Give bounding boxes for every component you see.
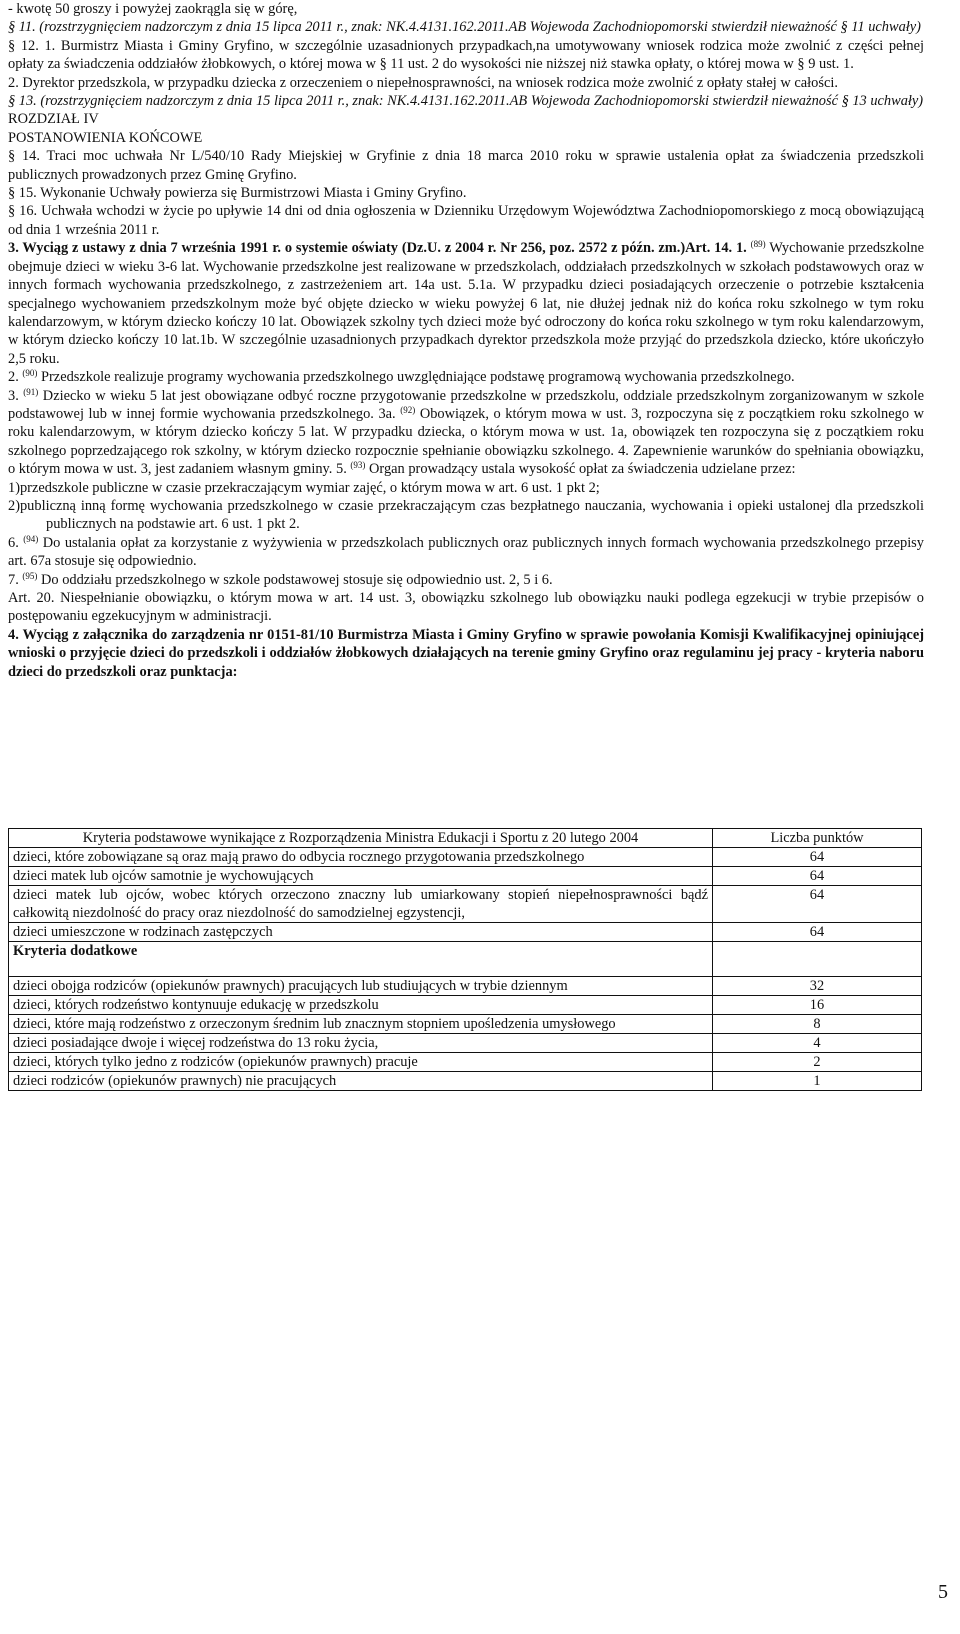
- criterion-points: 16: [713, 996, 922, 1015]
- item-number: 6.: [8, 534, 19, 551]
- item-text: Organ prowadzący ustala wysokość opłat za świadczenia udzielane przez:: [369, 461, 796, 478]
- extract-3-text: Wychowanie przedszkolne obejmuje dzieci w wieku 3-6 lat. Wychowanie przedszkolne jest realizowane w przedszkolach, oddziałach przedszkolnych w szkołach podstawowych oraz w innych formach wychowania przedszkolnego, z zastrzeżeniem art. 14a ust. 5.1a. W przypadku dzieci posiadających orzeczenie o potrzebie kształcenia specjalnego wychowaniem przedszkolnym może być objęte dziecko w wieku powyżej 6 lat, nie dłużej jednak niż do końca roku szkolnego w tym roku kalendarzowym, w którym dziecko kończy 10 lat. Obowiązek szkolny tych dzieci może być odroczony do końca roku szkolnego w tym roku kalendarzowym, w którym dziecko kończy 10 lat.1b. W szczególnie uzasadnionych przypadkach dyrektor przedszkola może przyjąć do przedszkola dziecko, które ukończyło 2,5 roku.: [8, 240, 924, 367]
- criterion-label: Kryteria podstawowe wynikające z Rozporządzenia Ministra Edukacji i Sportu z 20 lutego 2004: [9, 829, 713, 848]
- table-row: [9, 923, 922, 942]
- criterion-label: dzieci, których tylko jedno z rodziców (opiekunów prawnych) pracuje: [9, 1053, 713, 1072]
- criterion-label: dzieci, które mają rodzeństwo z orzeczonym średnim lub znacznym stopniem upośledzenia umysłowego: [9, 1015, 713, 1034]
- criterion-points: 1: [713, 1072, 922, 1091]
- criterion-label: dzieci umieszczone w rodzinach zastępczych: [9, 923, 713, 942]
- footnote-ref: (90): [22, 368, 38, 379]
- paragraph-extract-4: 4. Wyciąg z załącznika do zarządzenia nr 0151-81/10 Burmistrza Miasta i Gminy Gryfino w sprawie powołania Komisji Kwalifikacyjnej opiniującej wnioski o przyjęcie dzieci do przedszkoli i oddziałów żłobkowych działających na terenie gminy Gryfino oraz regulaminu jej pracy - kryteria naboru dzieci do przedszkoli oraz punktacja:: [8, 626, 924, 680]
- paragraph-art-14-7: [8, 571, 924, 589]
- criterion-points: 64: [713, 886, 922, 923]
- criterion-label: dzieci matek lub ojców samotnie je wychowujących: [9, 867, 713, 886]
- list-item-1: 1)przedszkole publiczne w czasie przekraczającym wymiar zajęć, o którym mowa w art. 6 ust. 1 pkt 2;: [8, 479, 600, 496]
- table-row: [9, 1034, 922, 1053]
- footnote-ref: (91): [23, 386, 39, 397]
- item-text: Dziecko w wieku 5 lat jest obowiązane odbyć roczne przygotowanie przedszkolne w przedszkolu, oddziale przedszkolnym zorganizowanym w szkole podstawowej lub w innej formie wychowania przedszkolnego. 3a.: [8, 387, 924, 422]
- table-row: [9, 1053, 922, 1072]
- item-text: Przedszkole realizuje programy wychowania przedszkolnego uwzględniające podstawę programową wychowania przedszkolnego.: [41, 369, 795, 386]
- footnote-ref: (89): [750, 239, 766, 250]
- table-row: [9, 1072, 922, 1091]
- list-item-2: 2)publiczną inną formę wychowania przedszkolnego w czasie przekraczającym czas bezpłatnego nauczania, wychowania i opieki ustalonej dla przedszkoli publicznych na podstawie art. 6 ust. 1 pkt 2.: [8, 497, 924, 533]
- criteria-table: [8, 828, 922, 1091]
- paragraph-extract-3: [8, 239, 924, 368]
- table-section-row: [9, 942, 922, 977]
- table-row: [9, 977, 922, 996]
- criterion-label: Kryteria dodatkowe: [9, 942, 713, 977]
- document-body: [8, 0, 924, 681]
- paragraph-par-15: § 15. Wykonanie Uchwały powierza się Burmistrzowi Miasta i Gminy Gryfino.: [8, 185, 467, 202]
- footnote-ref: (95): [22, 570, 38, 581]
- item-number: 2.: [8, 369, 19, 386]
- table-row: [9, 867, 922, 886]
- paragraph-par-12-2: 2. Dyrektor przedszkola, w przypadku dziecka z orzeczeniem o niepełnosprawności, na wniosek rodzica może zwolnić z opłaty stałej w całości.: [8, 74, 838, 91]
- criterion-label: dzieci, których rodzeństwo kontynuuje edukację w przedszkolu: [9, 996, 713, 1015]
- extract-3-title: 3. Wyciąg z ustawy z dnia 7 września 1991 r. o systemie oświaty (Dz.U. z 2004 r. Nr 256, poz. 2572 z późn. zm.)Art. 14. 1.: [8, 240, 747, 257]
- paragraph-par-14: § 14. Traci moc uchwała Nr L/540/10 Rady Miejskiej w Gryfinie z dnia 18 marca 2010 roku w sprawie ustalenia opłat za świadczenia przedszkoli publicznych prowadzonych przez Gminę Gryfino.: [8, 148, 924, 183]
- criterion-points: 8: [713, 1015, 922, 1034]
- item-text: Do oddziału przedszkolnego w szkole podstawowej stosuje się odpowiednio ust. 2, 5 i 6.: [41, 571, 553, 588]
- criterion-label: dzieci obojga rodziców (opiekunów prawnych) pracujących lub studiujących w trybie dziennym: [9, 977, 713, 996]
- criteria-table-body: [9, 829, 922, 1091]
- page-number: 5: [938, 1581, 948, 1603]
- paragraph-art-14-6: [8, 534, 924, 571]
- footnote-ref: (94): [23, 533, 39, 544]
- criterion-points: [713, 942, 922, 977]
- criterion-label: dzieci rodziców (opiekunów prawnych) nie pracujących: [9, 1072, 713, 1091]
- footnote-ref: (93): [350, 460, 366, 471]
- paragraph-art-14-3: [8, 387, 924, 479]
- criterion-points: 64: [713, 867, 922, 886]
- table-row: [9, 1015, 922, 1034]
- item-number: 7.: [8, 571, 19, 588]
- paragraph-par-12: § 12. 1. Burmistrz Miasta i Gminy Gryfino, w szczególnie uzasadnionych przypadkach,na umotywowany wniosek rodzica może zwolnić z części pełnej opłaty za świadczenia oddziałów żłobkowych, o której mowa w § 11 ust. 2 do wysokości nie niższej niż stawka opłaty, o której mowa w § 9 ust. 1.: [8, 37, 924, 73]
- table-header-row: [9, 829, 922, 848]
- criterion-points: 2: [713, 1053, 922, 1072]
- item-text: Obowiązek, o którym mowa w ust. 3, rozpoczyna się z początkiem roku szkolnego w roku kalendarzowym, w którym dziecko kończy 5 lat. W przypadku dziecka, o którym mowa w ust. 1a, obowiązek ten rozpoczyna się z początkiem roku szkolnego poprzedzającego rok szkolny, w którym dziecko rozpocznie spełnianie obowiązku szkolnego. 4. Zapewnienie warunków do spełniania obowiązku, o którym mowa w ust. 3, jest zadaniem własnym gminy. 5.: [8, 405, 924, 478]
- criterion-label: dzieci matek lub ojców, wobec których orzeczono znaczny lub umiarkowany stopień niepełnosprawności bądź całkowitą niezdolność do pracy oraz niezdolność do samodzielnej egzystencji,: [9, 886, 713, 923]
- criterion-points: 32: [713, 977, 922, 996]
- table-row: [9, 848, 922, 867]
- chapter-title: POSTANOWIENIA KOŃCOWE: [8, 129, 203, 146]
- paragraph-rounding: - kwotę 50 groszy i powyżej zaokrągla się w górę,: [8, 1, 298, 17]
- table-row: [9, 996, 922, 1015]
- paragraph-art-14-2: [8, 368, 924, 386]
- criterion-label: dzieci posiadające dwoje i więcej rodzeństwa do 13 roku życia,: [9, 1034, 713, 1053]
- criterion-points: 64: [713, 923, 922, 942]
- item-number: 3.: [8, 387, 19, 404]
- paragraph-art-20: Art. 20. Niespełnianie obowiązku, o którym mowa w art. 14 ust. 3, obowiązku szkolnego lub obowiązku nauki podlega egzekucji w trybie przepisów o postępowaniu egzekucyjnym w administracji.: [8, 590, 924, 625]
- paragraph-par-13: § 13. (rozstrzygnięciem nadzorczym z dnia 15 lipca 2011 r., znak: NK.4.4131.162.2011.AB Wojewoda Zachodniopomorski stwierdził nieważność § 13 uchwały): [8, 93, 924, 110]
- criterion-points: Liczba punktów: [713, 829, 922, 848]
- chapter-heading: ROZDZIAŁ IV: [8, 111, 99, 128]
- table-row: [9, 886, 922, 923]
- criterion-points: 64: [713, 848, 922, 867]
- criterion-points: 4: [713, 1034, 922, 1053]
- criterion-label: dzieci, które zobowiązane są oraz mają prawo do odbycia rocznego przygotowania przedszkolnego: [9, 848, 713, 867]
- paragraph-par-16: § 16. Uchwała wchodzi w życie po upływie 14 dni od dnia ogłoszenia w Dzienniku Urzędowym Województwa Zachodniopomorskiego z mocą obowiązującą od dnia 1 września 2011 r.: [8, 203, 924, 238]
- footnote-ref: (92): [400, 404, 416, 415]
- item-text: Do ustalania opłat za korzystanie z wyżywienia w przedszkolach publicznych oraz publicznych innych formach wychowania przedszkolnego przepisy art. 67a stosuje się odpowiednio.: [8, 534, 924, 570]
- paragraph-par-11: § 11. (rozstrzygnięciem nadzorczym z dnia 15 lipca 2011 r., znak: NK.4.4131.162.2011.AB Wojewoda Zachodniopomorski stwierdził nieważność § 11 uchwały): [8, 19, 921, 36]
